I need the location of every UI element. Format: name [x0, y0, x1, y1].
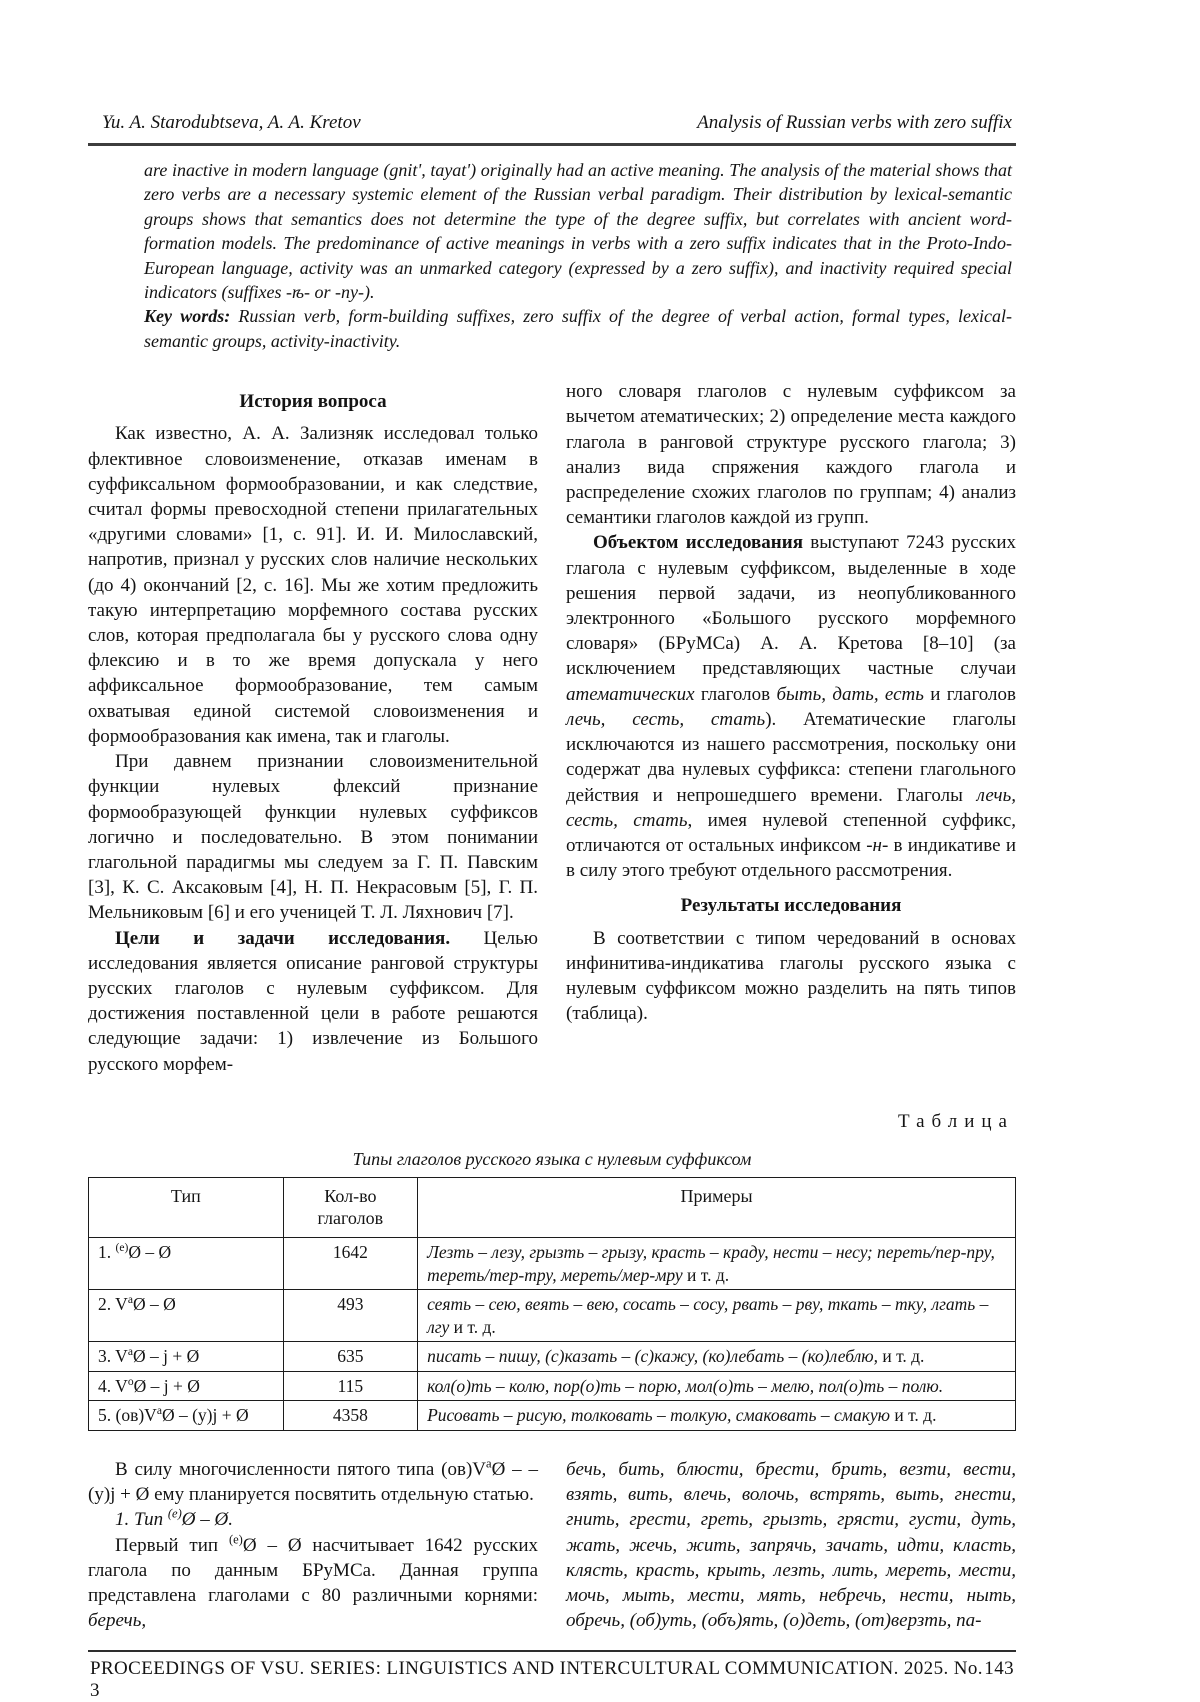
count-cell: 635	[283, 1342, 417, 1372]
paragraph-type1-body: Первый тип $^{(e)}$Ø – Ø насчитывает 1642 русских глагола по данным БРуМСа. Данная группа представлена глаголами с 80 различными корнями: беречь,	[88, 1532, 538, 1632]
table-row	[89, 1342, 1016, 1372]
type-cell: 5. $(ов)V^aØ - (у)j$ + Ø	[89, 1401, 284, 1431]
table-row	[89, 1371, 1016, 1401]
table-header-row	[89, 1177, 1016, 1237]
table-row	[89, 1290, 1016, 1342]
count-cell: 115	[283, 1371, 417, 1401]
abstract-block	[144, 158, 1012, 353]
footer-journal-line: PROCEEDINGS OF VSU. SERIES: LINGUISTICS AND INTERCULTURAL COMMUNICATION. 2025. No. 3	[90, 1658, 983, 1701]
paragraph-verb-list: бечь, бить, блюсти, брести, брить, везти, вести, взять, вить, влечь, волочь, встрять, выть, гнести, гнить, грести, греть, грызть, грясти, густи, дуть, жать, жечь, жить, запрячь, зачать, идти, класть, клясть, красть, крыть, лезть, лить, мереть, мести, мочь, мыть, мести, мять, небречь, нести, ныть, обречь, (об)уть, (объ)ять, (о)деть, (от)верзть, па-	[566, 1459, 1016, 1632]
table-label: Таблица	[897, 1110, 1014, 1132]
table-row	[89, 1237, 1016, 1289]
keywords-label: Key words:	[144, 306, 231, 327]
column-right	[566, 379, 1016, 1076]
type-cell: 3. $V^aØ$ – j + Ø	[89, 1342, 284, 1372]
examples-cell: писать – пишу, (с)казать – (с)кажу, (ко)лебать – (ко)леблю, и т. д.	[418, 1342, 1016, 1372]
header-authors: Yu. A. Starodubtseva, A. A. Kretov	[102, 112, 361, 133]
paragraph-results: В соответствии с типом чередований в основах инфинитива-индикатива глаголы русского языка с нулевым суффиксом можно разделить на пять типов (таблица).	[566, 927, 1016, 1025]
abstract-text: are inactive in modern language (gnit', tayat') originally had an active meaning. The analysis of the material shows that zero verbs are a necessary systemic element of the Russian verbal paradigm. Their distribution by lexical-semantic groups shows that semantics does not determine the type of the degree suffix, but correlates with ancient word-formation models. The predominance of active meanings in verbs with a zero suffix indicates that in the Proto-Indo-European language, activity was an unmarked category (expressed by a zero suffix), and inactivity required special indicators (suffixes -ѣ- or -ny-).	[144, 160, 1012, 303]
keywords-line	[144, 304, 1012, 353]
keywords-text: Russian verb, form-building suffixes, zero suffix of the degree of verbal action, formal types, lexical-semantic groups, activity-inactivity.	[144, 306, 1012, 351]
column-left-bottom	[88, 1457, 538, 1633]
verb-types-table	[88, 1177, 1016, 1431]
type-cell: 2. $V^aØ$ – Ø	[89, 1290, 284, 1342]
examples-cell: сеять – сею, веять – вею, сосать – сосу, рвать – рву, ткать – тку, лгать – лгу и т. д.	[418, 1290, 1016, 1342]
header-cell-count: Кол-во глаголов	[283, 1177, 417, 1237]
column-left	[88, 379, 538, 1076]
text-columns-top	[88, 379, 1016, 1076]
page-footer	[88, 1658, 1016, 1702]
footer-page-number: 143	[984, 1658, 1014, 1679]
table-caption: Типы глаголов русского языка с нулевым суффиксом	[352, 1148, 752, 1169]
header-cell-type: Тип	[89, 1177, 284, 1237]
footer-rule	[88, 1650, 1016, 1653]
section-heading-results: Результаты исследования	[680, 895, 902, 917]
table-row	[89, 1401, 1016, 1431]
examples-cell: кол(о)ть – колю, пор(о)ть – порю, мол(о)ть – мелю, пол(о)ть – полю.	[418, 1371, 1016, 1401]
count-cell: 493	[283, 1290, 417, 1342]
paragraph-history-1: Как известно, А. А. Зализняк исследовал только флективное словоизменение, отказав именам в суффиксальном формообразовании, и как следствие, считал формы превосходной степени прилагательных «другими словами» [1, с. 91]. И. И. Милославский, напротив, признал у русских слов наличие нескольких (до 4) окончаний [2, с. 16]. Мы же хотим предложить такую интерпретацию морфемного состава русских слов, которая предполагала бы у русского слова одну флексию и в то же время допускала у него аффиксальное формообразование, тем самым охватывая единой системой словоизменения и формообразования как имена, так и глаголы.	[88, 423, 538, 747]
column-right-bottom	[566, 1457, 1016, 1633]
examples-cell: Лезть – лезу, грызть – грызу, красть – краду, нести – несу; переть/пер-пру, тереть/тер-тру, мереть/мер-мру и т. д.	[418, 1237, 1016, 1289]
header-rule	[88, 143, 1016, 146]
paragraph-object: Объектом исследования выступают 7243 русских глагола с нулевым суффиксом, выделенные в ходе решения первой задачи, из неопубликованного электронного «Большого русского морфемного словаря» (БРуМСа) А. А. Кретова [8–10] (за исключением представляющих частные случаи атематических глаголов быть, дать, есть и глаголов лечь, сесть, стать). Атематические глаголы исключаются из нашего рассмотрения, поскольку они содержат два нулевых суффикса: степени глагольного действия и непрошедшего времени. Глаголы лечь, сесть, стать, имея нулевой степенной суффикс, отличаются от остальных инфиксом -н- в индикативе и в силу этого требуют отдельного рассмотрения.	[566, 532, 1017, 882]
header-article-title: Analysis of Russian verbs with zero suffix	[697, 112, 1012, 133]
header-cell-examples: Примеры	[418, 1177, 1016, 1237]
paragraph-tasks-continued: ного словаря глаголов с нулевым суффиксом за вычетом атематических; 2) определение места каждого глагола в ранговой структуре русского глагола; 3) анализ вида спряжения каждого глагола и распределение схожих глаголов по группам; 4) анализ семантики глаголов каждой из групп.	[566, 381, 1016, 529]
examples-cell: Рисовать – рисую, толковать – толкую, смаковать – смакую и т. д.	[418, 1401, 1016, 1431]
paragraph-fifth-type: В силу многочисленности пятого типа $(ов)V^aØ$ – – (у)j + Ø ему планируется посвятить отдельную статью.	[88, 1456, 538, 1506]
paragraph-history-2: При давнем признании словоизменительной функции нулевых флексий признание формообразующей функции нулевых суффиксов логично и последовательно. В этом понимании глагольной парадигмы мы следуем за Г. П. Павским [3], К. С. Аксаковым [4], Н. П. Некрасовым [5], Г. П. Мельниковым [6] и его ученицей Т. Л. Ляхнович [7].	[88, 751, 538, 924]
running-header	[88, 112, 1016, 134]
count-cell: 4358	[283, 1401, 417, 1431]
section-heading-history: История вопроса	[239, 391, 387, 413]
text-columns-bottom	[88, 1457, 1016, 1633]
type-cell: 4. $V^oØ$ – j + Ø	[89, 1371, 284, 1401]
paragraph-type1-title: 1. Тип $^{(e)}$Ø – Ø.	[115, 1507, 233, 1531]
count-cell: 1642	[283, 1237, 417, 1289]
type-cell: 1. $^{(e)}$Ø – Ø	[89, 1237, 284, 1289]
paragraph-goals: Цели и задачи исследования. Целью исследования является описание ранговой структуры русских глаголов с нулевым суффиксом. Для достижения поставленной цели в работе решаются следующие задачи: 1) извлечение из Большого русского морфем-	[88, 927, 538, 1075]
